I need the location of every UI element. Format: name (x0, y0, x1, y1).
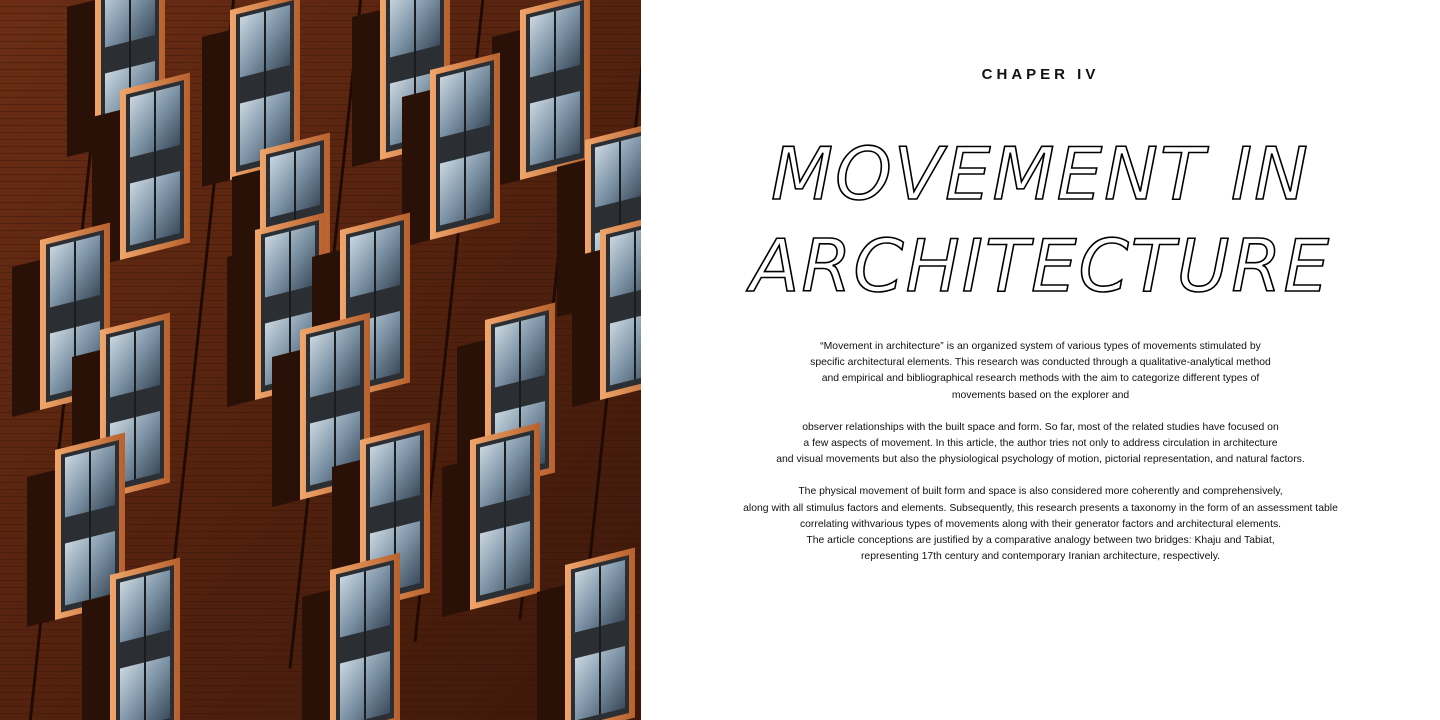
text-line: specific architectural elements. This research was conducted through a qualitative-analytical method (810, 357, 1271, 369)
chapter-title (641, 128, 1440, 312)
text-line: correlating withvarious types of movements along with their generator factors and architectural elements. (799, 518, 1282, 530)
text-line: a few aspects of movement. In this article, the author tries not only to address circulation in architecture (803, 438, 1278, 450)
paragraph-3 (641, 484, 1440, 565)
facade-photo (0, 0, 641, 720)
text-line: along with all stimulus factors and elements. Subsequently, this research presents a taxonomy in the form of an assessment table (743, 502, 1338, 514)
text-line: representing 17th century and contemporary Iranian architecture, respectively. (860, 551, 1221, 563)
text-line: The article conceptions are justified by a comparative analogy between two bridges: Khaju and Tabiat, (806, 535, 1275, 547)
text-line: movements based on the explorer and (951, 389, 1130, 401)
text-line: observer relationships with the built space and form. So far, most of the related studies have focused on (802, 421, 1279, 433)
facade-illustration (0, 0, 641, 720)
text-line: The physical movement of built form and space is also considered more coherently and comprehensively, (798, 486, 1283, 498)
text-line: “Movement in architecture” is an organized system of various types of movements stimulated by (820, 341, 1261, 352)
title-line-1: MOVEMENT IN (771, 132, 1310, 216)
paragraph-1 (641, 339, 1440, 404)
title-line-2: ARCHITECTURE (750, 224, 1331, 308)
text-line: and visual movements but also the physiological psychology of motion, pictorial representation, and natural factors. (776, 454, 1305, 466)
chapter-label: CHAPER IV (981, 66, 1100, 83)
abstract-text (641, 339, 1440, 581)
text-line: and empirical and bibliographical research methods with the aim to categorize different types of (821, 373, 1260, 385)
text-page (641, 0, 1440, 720)
paragraph-2 (641, 420, 1440, 469)
